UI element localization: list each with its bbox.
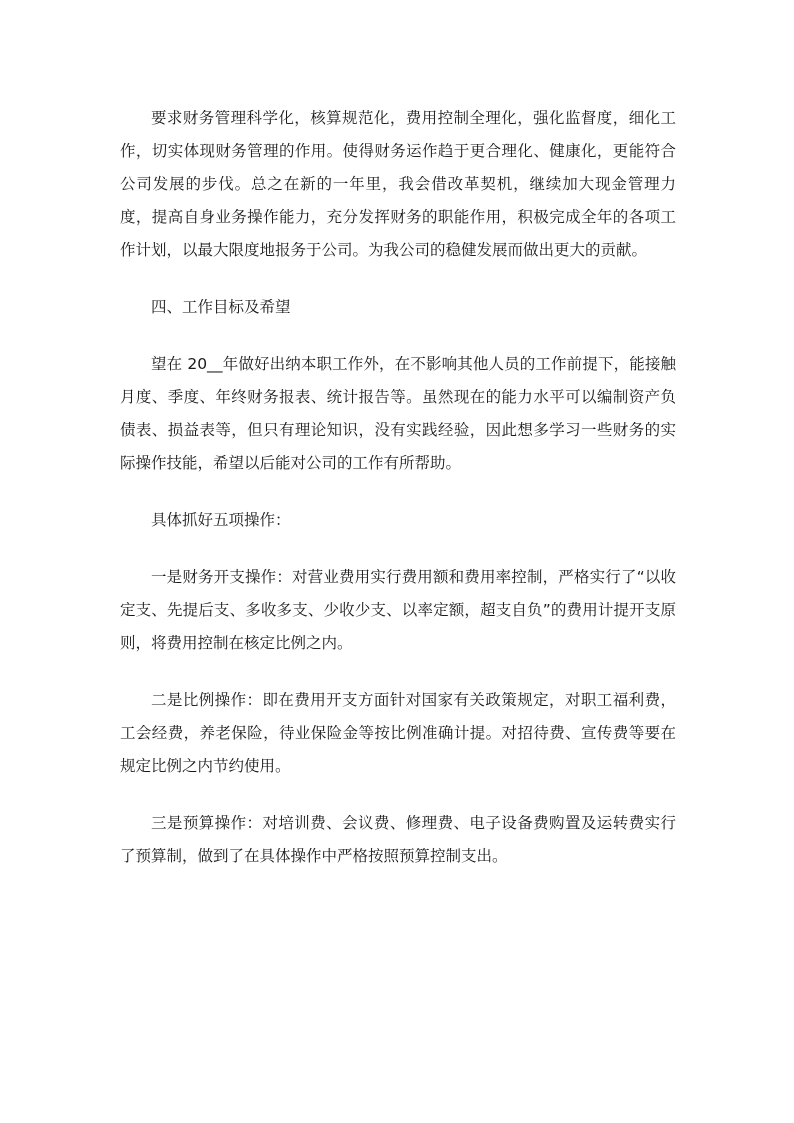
paragraph-expense-operation: 一是财务开支操作：对营业费用实行费用额和费用率控制，严格实行了“以收定支、先提后支、多收多支、少收少支、以率定额，超支自负”的费用计提开支原则，将费用控制在核定比例之内。 [120,568,676,652]
subheading-five-operations: 具体抓好五项操作： [151,511,291,529]
document-body [120,102,676,897]
paragraph-budget-operation: 三是预算操作：对培训费、会议费、修理费、电子设备费购置及运转费实行了预算制，做到了在具体操作中严格按照预算控制支出。 [120,814,676,865]
section-heading-goals: 四、工作目标及希望 [151,298,291,316]
paragraph-ratio-operation: 二是比例操作：即在费用开支方面针对国家有关政策规定，对职工福利费，工会经费，养老保险，待业保险金等按比例准确计提。对招待费、宣传费等要在规定比例之内节约使用。 [120,691,676,775]
paragraph-financial-management: 要求财务管理科学化，核算规范化，费用控制全理化，强化监督度，细化工作，切实体现财务管理的作用。使得财务运作趋于更合理化、健康化，更能符合公司发展的步伐。总之在新的一年里，我会借改革契机，继续加大现金管理力度，提高自身业务操作能力，充分发挥财务的职能作用，积极完成全年的各项工作计划，以最大限度地报务于公司。为我公司的稳健发展而做出更大的贡献。 [120,109,676,259]
paragraph-hopes: 望在 20__年做好出纳本职工作外，在不影响其他人员的工作前提下，能接触月度、季度、年终财务报表、统计报告等。虽然现在的能力水平可以编制资产负债表、损益表等，但只有理论知识，没有实践经验，因此想多学习一些财务的实际操作技能，希望以后能对公司的工作有所帮助。 [120,355,676,472]
